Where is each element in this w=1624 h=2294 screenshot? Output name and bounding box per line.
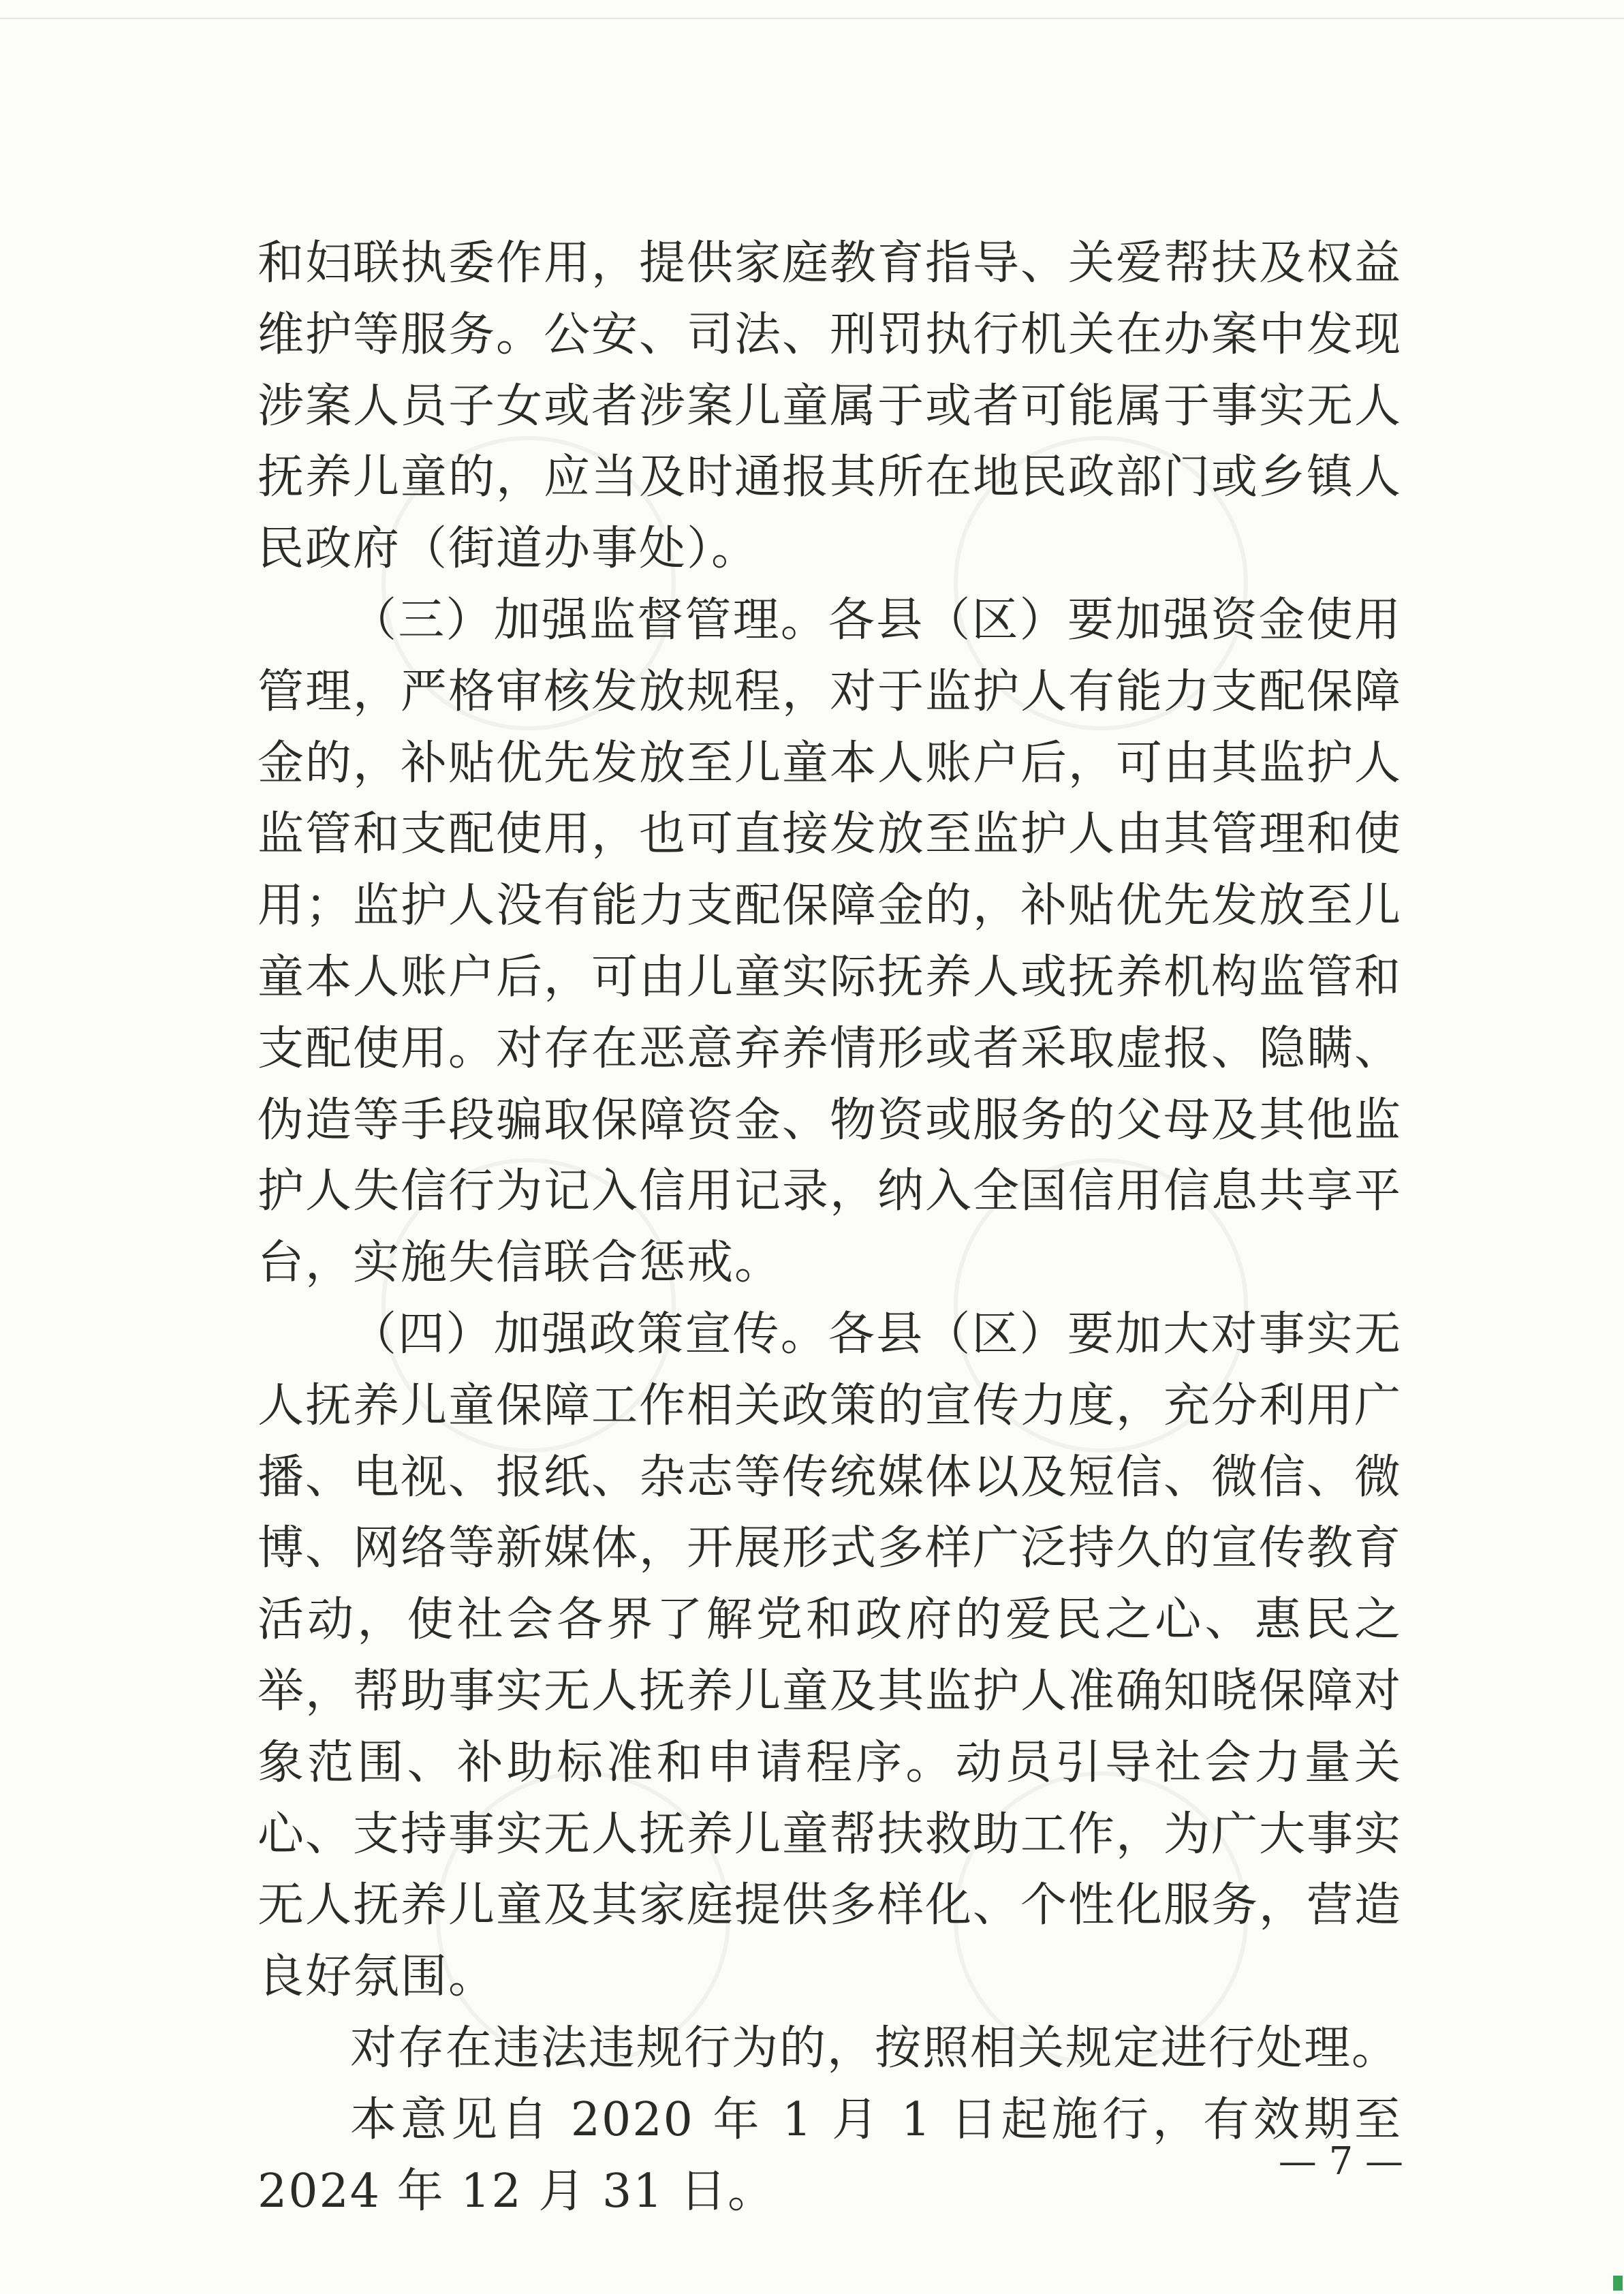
- scan-edge-line: [0, 18, 1624, 19]
- paragraph-publicity: （四）加强政策宣传。各县（区）要加大对事实无人抚养儿童保障工作相关政策的宣传力度，充分利用广播、电视、报纸、杂志等传统媒体以及短信、微信、微博、网络等新媒体，开展形式多样广泛持久的宣传教育活动，使社会各界了解党和政府的爱民之心、惠民之举，帮助事实无人抚养儿童及其监护人准确知晓保障对象范围、补助标准和申请程序。动员引导社会力量关心、支持事实无人抚养儿童帮扶救助工作，为广大事实无人抚养儿童及其家庭提供多样化、个性化服务，营造良好氛围。: [257, 1307, 1403, 2004]
- corner-marker-icon: [1613, 2276, 1623, 2291]
- paragraph-effective-date: 本意见自 2020 年 1 月 1 日起施行，有效期至 2024 年 12 月 31 日。: [257, 2092, 1402, 2218]
- page-number: — 7 —: [1278, 2139, 1403, 2184]
- paragraph-continuation: 和妇联执委作用，提供家庭教育指导、关爱帮扶及权益维护等服务。公安、司法、刑罚执行机关在办案中发现涉案人员子女或者涉案儿童属于或者可能属于事实无人抚养儿童的，应当及时通报其所在地民政部门或乡镇人民政府（街道办事处）。: [257, 236, 1403, 576]
- paragraph-violations: 对存在违法违规行为的，按照相关规定进行处理。: [350, 2021, 1400, 2075]
- body-text: [257, 228, 1402, 2227]
- paragraph-supervision: （三）加强监督管理。各县（区）要加强资金使用管理，严格审核发放规程，对于监护人有能力支配保障金的，补贴优先发放至儿童本人账户后，可由其监护人监管和支配使用，也可直接发放至监护人由其管理和使用；监护人没有能力支配保障金的，补贴优先发放至儿童本人账户后，可由儿童实际抚养人或抚养机构监管和支配使用。对存在恶意弃养情形或者采取虚报、隐瞒、伪造等手段骗取保障资金、物资或服务的父母及其他监护人失信行为记入信用记录，纳入全国信用信息共享平台，实施失信联合惩戒。: [257, 593, 1403, 1290]
